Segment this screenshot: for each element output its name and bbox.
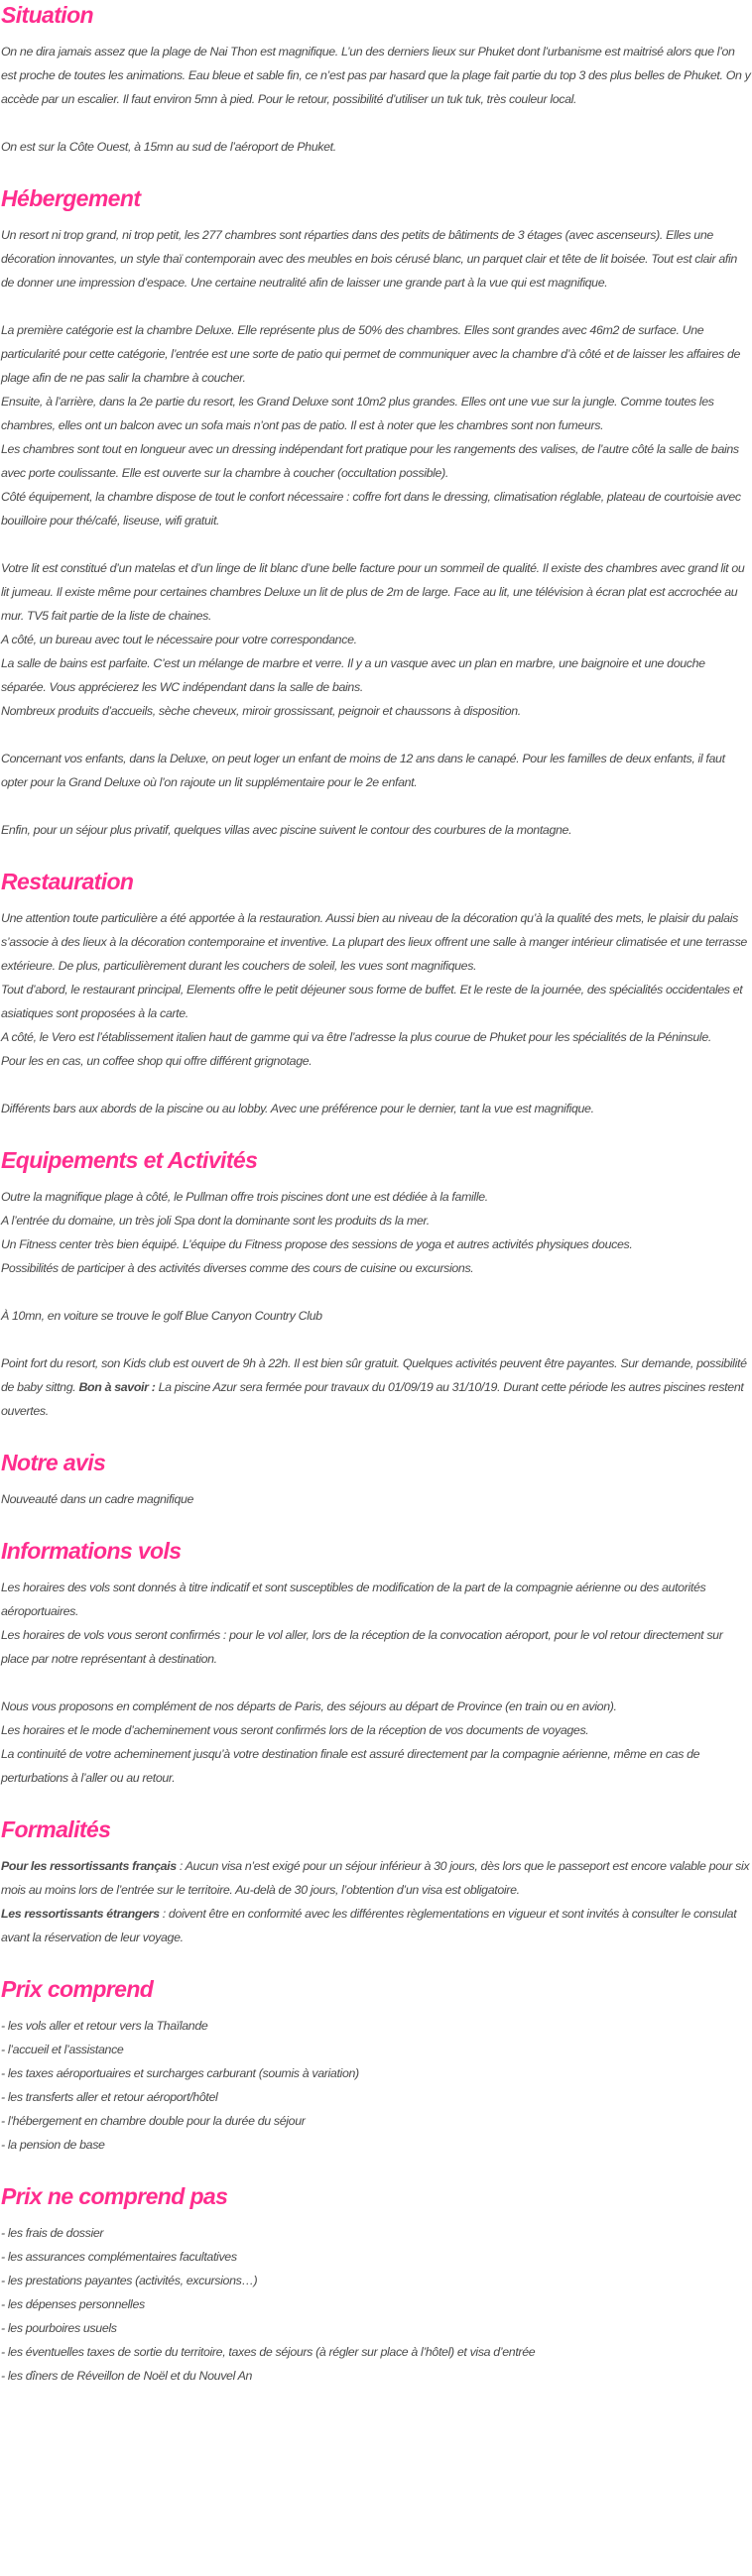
paragraph: Ensuite, à l’arrière, dans la 2e partie du resort, les Grand Deluxe sont 10m2 plus grandes. Elles ont une vue sur la jungle. Comme toutes les chambres, elles ont un balcon avec un sofa mais n’ont pas de patio. Il est à noter que les chambres sont non fumeurs. bbox=[1, 395, 714, 432]
paragraph bbox=[1, 1902, 752, 1949]
list-item: - les vols aller et retour vers la Thaïlande bbox=[1, 2019, 208, 2033]
paragraph: Différents bars aux abords de la piscine ou au lobby. Avec une préférence pour le dernier, tant la vue est magnifique. bbox=[1, 1102, 594, 1115]
section-body bbox=[1, 30, 752, 159]
section-title: Prix ne comprend pas bbox=[1, 2183, 228, 2209]
section-title: Formalités bbox=[1, 1816, 111, 1842]
section-avis bbox=[1, 1448, 752, 1511]
list-item: - les transferts aller et retour aéroport/hôtel bbox=[1, 2090, 218, 2104]
excluded-list bbox=[1, 2211, 752, 2388]
section-prix-comprend bbox=[1, 1974, 752, 2157]
text: La piscine Azur sera fermée pour travaux du 01/09/19 au 31/10/19. Durant cette période les autres piscines restent ouvertes. bbox=[1, 1380, 744, 1418]
list-item: - les prestations payantes (activités, excursions…) bbox=[1, 2274, 258, 2287]
paragraph: Possibilités de participer à des activités diverses comme des cours de cuisine ou excursions. bbox=[1, 1261, 474, 1275]
list-item: - les frais de dossier bbox=[1, 2226, 104, 2240]
section-title: Prix comprend bbox=[1, 1976, 154, 2002]
paragraph: Nous vous proposons en complément de nos départs de Paris, des séjours au départ de Province (en train ou en avion). bbox=[1, 1699, 617, 1713]
included-list bbox=[1, 2004, 752, 2157]
list-item: - l’hébergement en chambre double pour la durée du séjour bbox=[1, 2114, 306, 2128]
paragraph: Les horaires des vols sont donnés à titre indicatif et sont susceptibles de modification de la part de la compagnie aérienne ou des autorités aéroportuaires. bbox=[1, 1581, 706, 1618]
section-body bbox=[1, 1844, 752, 1949]
bold-label: Bon à savoir : bbox=[78, 1380, 156, 1394]
section-situation bbox=[1, 0, 752, 159]
section-equipements bbox=[1, 1145, 752, 1423]
paragraph: Enfin, pour un séjour plus privatif, quelques villas avec piscine suivent le contour des courbures de la montagne. bbox=[1, 823, 572, 837]
paragraph: A côté, un bureau avec tout le nécessaire pour votre correspondance. bbox=[1, 633, 357, 646]
paragraph: Pour les en cas, un coffee shop qui offre différent grignotage. bbox=[1, 1054, 313, 1068]
paragraph: Nouveauté dans un cadre magnifique bbox=[1, 1492, 194, 1506]
section-restauration bbox=[1, 867, 752, 1120]
section-body bbox=[1, 1566, 752, 1790]
section-body bbox=[1, 896, 752, 1120]
section-prix-ne-comprend-pas bbox=[1, 2181, 752, 2388]
paragraph: La salle de bains est parfaite. C’est un mélange de marbre et verre. Il y a un vasque avec un plan en marbre, une baignoire et une douche séparée. Vous apprécierez les WC indépendant dans la salle de bains. bbox=[1, 656, 705, 694]
list-item: - les assurances complémentaires facultatives bbox=[1, 2250, 237, 2264]
section-title: Hébergement bbox=[1, 185, 141, 211]
section-title: Informations vols bbox=[1, 1538, 182, 1564]
list-item: - les dépenses personnelles bbox=[1, 2297, 145, 2311]
paragraph: Un resort ni trop grand, ni trop petit, les 277 chambres sont réparties dans des petits de bâtiments de 3 étages (avec ascenseurs). Elles une décoration innovantes, un style thaï contemporain avec des meubles en bois cérusé blanc, un parquet clair et tête de lit boisée. Tout est clair afin de donner une impression d’espace. Une certaine neutralité afin de laisser une grande part à la vue qui est magnifique. bbox=[1, 228, 737, 290]
section-body bbox=[1, 213, 752, 842]
text: Point fort du resort, son Kids club est ouvert de 9h à 22h. Il est bien sûr gratuit. Quelques activités peuvent être payantes. Sur demande, possibilité de baby sittng. bbox=[1, 1356, 747, 1394]
paragraph: Concernant vos enfants, dans la Deluxe, on peut loger un enfant de moins de 12 ans dans le canapé. Pour les familles de deux enfants, il faut opter pour la Grand Deluxe où l’on rajoute un lit supplémentaire pour le 2e enfant. bbox=[1, 752, 725, 789]
paragraph: Une attention toute particulière a été apportée à la restauration. Aussi bien au niveau de la décoration qu’à la qualité des mets, le plaisir du palais s’associe à des lieux à la décoration contemporaine et inventive. La plupart des lieux offrent une salle à manger intérieur climatisée et une terrasse extérieure. De plus, particulièrement durant les couchers de soleil, les vues sont magnifiques. bbox=[1, 911, 747, 973]
list-item: - les taxes aéroportuaires et surcharges carburant (soumis à variation) bbox=[1, 2066, 359, 2080]
paragraph: Un Fitness center très bien équipé. L’équipe du Fitness propose des sessions de yoga et autres activités physiques douces. bbox=[1, 1237, 633, 1251]
list-item: - l’accueil et l’assistance bbox=[1, 2043, 124, 2056]
section-title: Notre avis bbox=[1, 1450, 106, 1475]
section-title: Situation bbox=[1, 2, 93, 28]
paragraph: Votre lit est constitué d’un matelas et d’un linge de lit blanc d’une belle facture pour un sommeil de qualité. Il existe des chambres avec grand lit ou lit jumeau. Il existe même pour certaines chambres Deluxe un lit de plus de 2m de large. Face au lit, une télévision à écran plat est accrochée au mur. TV5 fait partie de la liste de chaines. bbox=[1, 561, 745, 623]
paragraph: La continuité de votre acheminement jusqu’à votre destination finale est assuré directement par la compagnie aérienne, même en cas de perturbations à l’aller ou au retour. bbox=[1, 1747, 700, 1785]
section-title: Restauration bbox=[1, 869, 134, 894]
paragraph bbox=[1, 1854, 752, 1902]
paragraph: La première catégorie est la chambre Deluxe. Elle représente plus de 50% des chambres. Elles sont grandes avec 46m2 de surface. Une particularité pour cette catégorie, l’entrée est une sorte de patio qui permet de communiquer avec la chambre d’à côté et de laisser les affaires de plage afin de ne pas salir la chambre à coucher. bbox=[1, 323, 741, 385]
bold-label: Les ressortissants étrangers bbox=[1, 1907, 160, 1921]
paragraph: On ne dira jamais assez que la plage de Nai Thon est magnifique. L’un des derniers lieux sur Phuket dont l’urbanisme est maitrisé alors que l’on est proche de toutes les animations. Eau bleue et sable fin, ce n’est pas par hasard que la plage fait partie du top 3 des plus belles de Phuket. On y accède par un escalier. Il faut environ 5mn à pied. Pour le retour, possibilité d’utiliser un tuk tuk, très couleur local. bbox=[1, 45, 751, 106]
section-body bbox=[1, 1175, 752, 1423]
paragraph: Côté équipement, la chambre dispose de tout le confort nécessaire : coffre fort dans le dressing, climatisation réglable, plateau de courtoisie avec bouilloire pour thé/café, liseuse, wifi gratuit. bbox=[1, 490, 741, 527]
paragraph: Les chambres sont tout en longueur avec un dressing indépendant fort pratique pour les rangements des valises, de l’autre côté la salle de bains avec porte coulissante. Elle est ouverte sur la chambre à coucher (occultation possible). bbox=[1, 442, 739, 480]
section-body bbox=[1, 1477, 752, 1511]
paragraph: A côté, le Vero est l’établissement italien haut de gamme qui va être l’adresse la plus courue de Phuket pour les spécialités de la Péninsule. bbox=[1, 1030, 711, 1044]
bold-label: Pour les ressortissants français bbox=[1, 1859, 177, 1873]
paragraph: Les horaires et le mode d’acheminement vous seront confirmés lors de la réception de vos documents de voyages. bbox=[1, 1723, 589, 1737]
paragraph: On est sur la Côte Ouest, à 15mn au sud de l’aéroport de Phuket. bbox=[1, 140, 336, 154]
paragraph: Outre la magnifique plage à côté, le Pullman offre trois piscines dont une est dédiée à la famille. bbox=[1, 1190, 488, 1204]
section-formalites bbox=[1, 1815, 752, 1949]
paragraph: Nombreux produits d’accueils, sèche cheveux, miroir grossissant, peignoir et chaussons à disposition. bbox=[1, 704, 521, 718]
list-item: - les pourboires usuels bbox=[1, 2321, 117, 2335]
paragraph: Tout d’abord, le restaurant principal, Elements offre le petit déjeuner sous forme de buffet. Et le reste de la journée, des spécialités occidentales et asiatiques sont proposées à la carte. bbox=[1, 983, 743, 1020]
paragraph: À 10mn, en voiture se trouve le golf Blue Canyon Country Club bbox=[1, 1309, 322, 1323]
text: : doivent être en conformité avec les différentes règlementations en vigueur et sont invités à consulter le consulat avant la réservation de leur voyage. bbox=[1, 1907, 737, 1944]
list-item: - les dîners de Réveillon de Noël et du Nouvel An bbox=[1, 2369, 253, 2383]
paragraph bbox=[1, 1351, 752, 1423]
text: : Aucun visa n’est exigé pour un séjour inférieur à 30 jours, dès lors que le passeport est encore valable pour six mois au moins lors de l’entrée sur le territoire. Au-delà de 30 jours, l’obtention d’un visa est obligatoire. bbox=[1, 1859, 750, 1897]
list-item: - la pension de base bbox=[1, 2138, 105, 2152]
list-item: - les éventuelles taxes de sortie du territoire, taxes de séjours (à régler sur place à l’hôtel) et visa d’entrée bbox=[1, 2345, 536, 2359]
paragraph: A l’entrée du domaine, un très joli Spa dont la dominante sont les produits ds la mer. bbox=[1, 1214, 430, 1228]
section-vols bbox=[1, 1536, 752, 1790]
section-title: Equipements et Activités bbox=[1, 1147, 258, 1173]
paragraph: Les horaires de vols vous seront confirmés : pour le vol aller, lors de la réception de la convocation aéroport, pour le vol retour directement sur place par notre représentant à destination. bbox=[1, 1628, 723, 1666]
section-hebergement bbox=[1, 183, 752, 842]
